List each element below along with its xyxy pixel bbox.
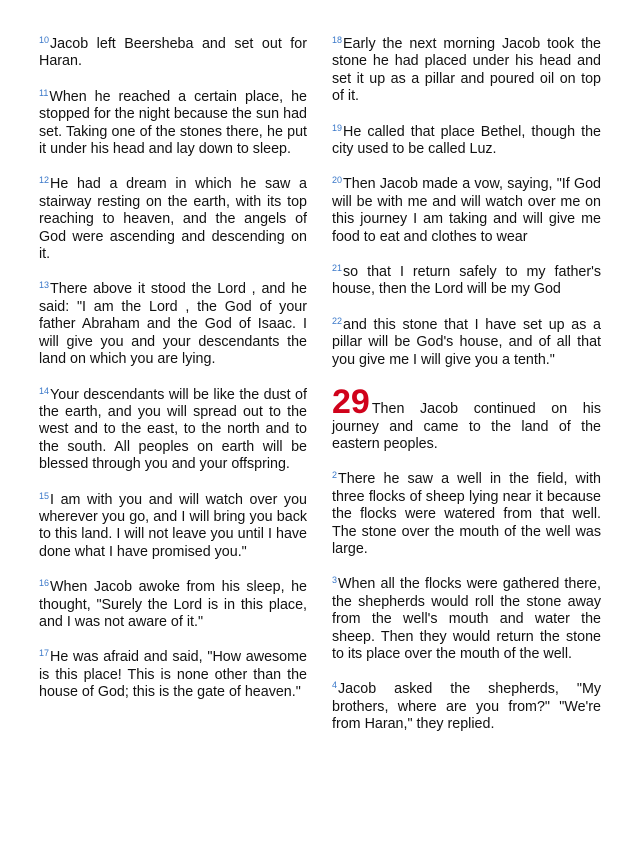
verse-text: He called that place Bethel, though the city used to be called Luz. — [332, 123, 601, 158]
verse — [332, 36, 601, 106]
verse-number: 15 — [39, 490, 50, 501]
verse-number: 17 — [39, 648, 50, 659]
verse — [332, 176, 601, 246]
verse — [39, 387, 307, 474]
verse-number: 2 — [332, 470, 338, 481]
verse — [39, 281, 307, 368]
right-column — [332, 36, 601, 752]
verse-text: Jacob asked the shepherds, "My brothers, where are you from?" "We're from Haran," they replied. — [332, 681, 601, 733]
verse — [332, 576, 601, 663]
verse-number: 11 — [39, 87, 49, 98]
verse-text: Then Jacob made a vow, saying, "If God will be with me and will watch over me on this journey I am taking and will give me food to eat and clothes to wear — [332, 176, 601, 245]
verse-number: 21 — [332, 263, 343, 274]
verse-text: When Jacob awoke from his sleep, he thought, "Surely the Lord is in this place, and I was not aware of it." — [39, 579, 307, 630]
verse-text: There he saw a well in the field, with three flocks of sheep lying near it because the flocks were watered from that well. The stone over the mouth of the well was large. — [332, 471, 601, 557]
verse — [39, 579, 307, 631]
verse-number: 18 — [332, 35, 343, 45]
verse — [39, 492, 307, 562]
verse-text: Jacob left Beersheba and set out for Haran. — [39, 36, 307, 70]
verse-text: and this stone that I have set up as a pillar will be God's house, and of all that you give me I will give you a tenth." — [332, 316, 601, 368]
verse-text: He was afraid and said, "How awesome is this place! This is none other than the house of God; this is the gate of heaven." — [39, 649, 307, 701]
verse — [39, 89, 307, 159]
verse-text: I am with you and will watch over you wherever you go, and I will bring you back to this land. I will not leave you until I have done what I have promised you." — [39, 491, 307, 560]
verse-number: 12 — [39, 175, 50, 186]
verse — [332, 264, 601, 299]
verse-number: 3 — [332, 575, 338, 586]
verse-number: 16 — [39, 578, 50, 589]
verse-text: When all the flocks were gathered there, the shepherds would roll the stone away from the well's mouth and water the sheep. Then they would return the stone to its place over the mouth of the well. — [332, 576, 601, 662]
verse — [332, 681, 601, 733]
verse-text: There above it stood the Lord , and he said: "I am the Lord , the God of your father Abraham and the God of Isaac. I will give you and your descendants the land on which you are lying. — [39, 281, 307, 368]
verse-text: He had a dream in which he saw a stairway resting on the earth, with its top reaching to heaven, and the angels of God were ascending and descending on it. — [39, 176, 307, 263]
verse-text: so that I return safely to my father's house, then the Lord will be my God — [332, 264, 601, 298]
verse-number: 10 — [39, 35, 50, 45]
verse-number: 22 — [332, 315, 343, 326]
verse — [39, 36, 307, 71]
verse — [39, 176, 307, 263]
verse-number: 14 — [39, 385, 50, 396]
verse-text: Your descendants will be like the dust of the earth, and you will spread out to the west and to the east, to the north and to the south. All peoples on earth will be blessed through you and your offspring. — [39, 386, 307, 473]
verse-number: 4 — [332, 680, 338, 691]
left-column — [39, 36, 307, 720]
verse-text: Then Jacob continued on his journey and came to the land of the eastern peoples. — [332, 401, 601, 452]
verse — [332, 471, 601, 558]
verse-number: 20 — [332, 175, 343, 186]
verse-number: 13 — [39, 280, 50, 291]
verse-number: 19 — [332, 122, 343, 133]
verse — [332, 317, 601, 369]
verse-text: When he reached a certain place, he stopped for the night because the sun had set. Taking one of the stones there, he put it under his head and lay down to sleep. — [39, 88, 307, 158]
verse — [332, 124, 601, 159]
chapter-number: 29 — [332, 383, 370, 422]
verse-text: Early the next morning Jacob took the stone he had placed under his head and set it up as a pillar and poured oil on top of it. — [332, 36, 601, 105]
verse — [39, 649, 307, 701]
chapter-opening-verse — [332, 383, 601, 453]
